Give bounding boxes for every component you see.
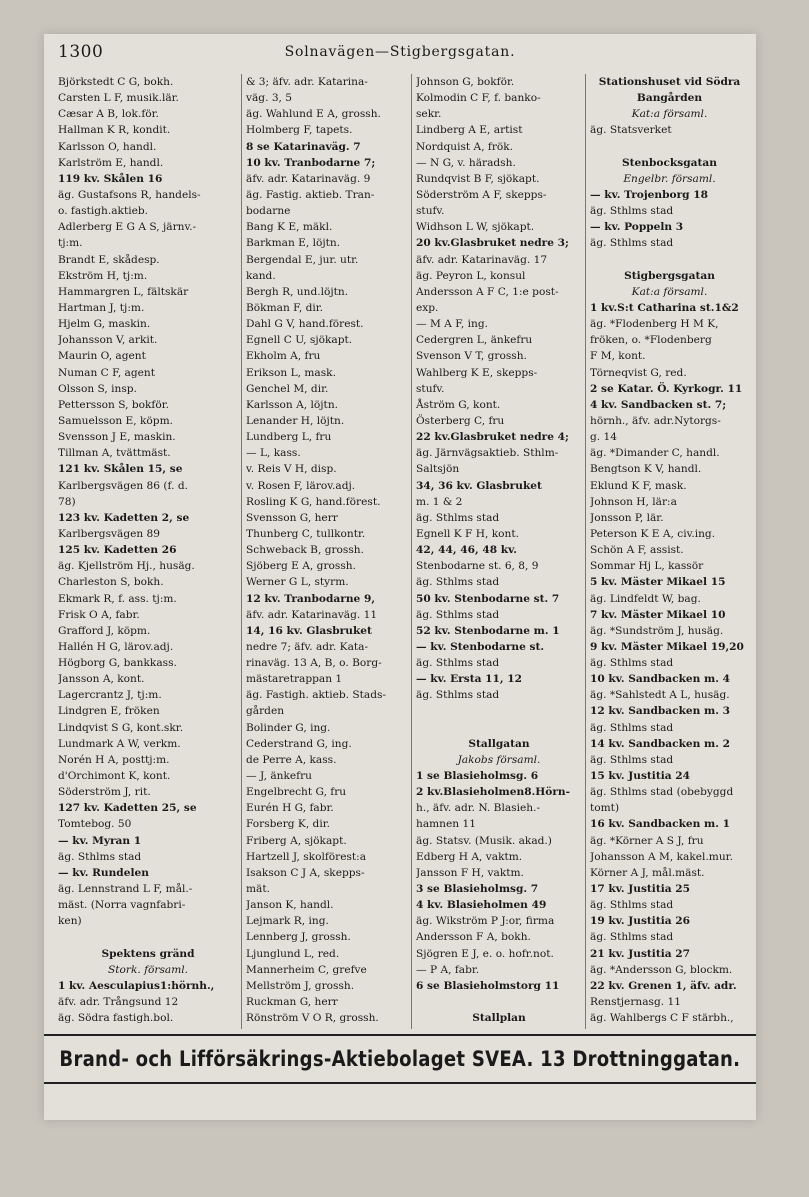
directory-line: — kv. Rundelen — [58, 866, 149, 879]
directory-line: & 3; äfv. adr. Katarina- — [246, 76, 368, 88]
directory-line: äg. Sthlms stad — [590, 931, 674, 944]
directory-line: Söderström J, rit. — [58, 786, 151, 799]
directory-line: Engelbrecht G, fru — [246, 786, 347, 799]
directory-line: äg. *Dimander C, handl. — [590, 447, 720, 460]
directory-line: — kv. Ersta 11, 12 — [416, 673, 523, 686]
directory-line: Tomtebog. 50 — [58, 818, 132, 831]
directory-line: gården — [246, 705, 285, 718]
directory-line: 123 kv. Kadetten 2, se — [58, 511, 190, 524]
directory-line: Lagercrantz J, tj:m. — [58, 689, 162, 702]
directory-line: äg. Sthlms stad — [416, 689, 500, 702]
directory-line — [416, 720, 582, 736]
directory-columns — [54, 74, 752, 1029]
directory-line: Carsten L F, musik.lär. — [58, 92, 179, 105]
directory-line: Österberg C, fru — [416, 414, 505, 427]
directory-line: Lundmark A W, verkm. — [58, 737, 181, 750]
directory-line: Andersson A F C, 1:e post- — [416, 285, 559, 298]
directory-line: Samuelsson E, köpm. — [58, 414, 174, 427]
directory-line: 7 kv. Mäster Mikael 10 — [590, 608, 726, 621]
directory-line: Egnell K F H, kont. — [416, 527, 519, 540]
directory-line: Hallén H G, lärov.adj. — [58, 640, 174, 653]
directory-line: 8 se Katarinaväg. 7 — [246, 140, 361, 153]
directory-line: Hartman J, tj:m. — [58, 301, 145, 314]
directory-line: 2 se Katar. Ö. Kyrkogr. 11 — [590, 382, 743, 395]
directory-line: Johnson G, bokför. — [416, 76, 515, 88]
directory-line: Sjöberg E A, grossh. — [246, 560, 356, 573]
directory-line: tj:m. — [58, 237, 83, 250]
directory-line: Johnson H, lär:a — [590, 495, 677, 508]
directory-line: Edberg H A, vaktm. — [416, 850, 523, 863]
directory-line: m. 1 & 2 — [416, 495, 463, 508]
directory-line: äg. Wahlbergs C F stärbh., — [590, 1012, 734, 1025]
directory-line: Bergendal E, jur. utr. — [246, 253, 359, 266]
directory-line: Björkstedt C G, bokh. — [58, 76, 174, 88]
directory-line: äg. Statsverket — [590, 124, 672, 137]
directory-line: äg. Sthlms stad — [590, 205, 674, 218]
directory-line: Karlsson A, löjtn. — [246, 398, 339, 411]
directory-line: äg. Statsv. (Musik. akad.) — [416, 834, 552, 847]
directory-line: 78) — [58, 495, 76, 508]
directory-line: h., äfv. adr. N. Blasieh.- — [416, 802, 541, 815]
directory-line: 12 kv. Sandbacken m. 3 — [590, 705, 731, 718]
directory-line: Söderström A F, skepps- — [416, 188, 547, 201]
directory-line: 10 kv. Tranbodarne 7; — [246, 156, 376, 169]
directory-line: nedre 7; äfv. adr. Kata- — [246, 640, 369, 653]
directory-line: Rundqvist B F, sjökapt. — [416, 172, 540, 185]
directory-line: äg. Sthlms stad (obebyggd — [590, 786, 734, 799]
directory-line: Stationshuset vid Södra — [598, 76, 741, 88]
directory-line: väg. 3, 5 — [246, 92, 293, 105]
directory-line: stufv. — [416, 382, 445, 395]
directory-line: 3 se Blasieholmsg. 7 — [416, 883, 539, 896]
directory-line — [416, 703, 582, 719]
directory-line: 17 kv. Justitia 25 — [590, 883, 691, 896]
directory-line: Karlström E, handl. — [58, 156, 164, 169]
directory-line: 34, 36 kv. Glasbruket — [416, 479, 542, 492]
directory-line: Cæsar A B, lok.för. — [58, 108, 159, 121]
directory-line: Peterson K E A, civ.ing. — [590, 527, 716, 540]
directory-line: äg. Sthlms stad — [416, 511, 500, 524]
directory-line: 127 kv. Kadetten 25, se — [58, 802, 197, 815]
directory-line: Högborg G, bankkass. — [58, 657, 177, 670]
directory-line: — L, kass. — [246, 447, 301, 460]
directory-line — [58, 1026, 238, 1029]
page-title: Solnavägen—Stigbergsgatan. — [284, 44, 516, 60]
directory-line: Stork. församl. — [107, 963, 189, 976]
page-number: 1300 — [58, 42, 104, 62]
directory-line: äg. Fastigh. aktieb. Stads- — [246, 689, 386, 702]
directory-line: 1 kv. Aesculapius1:hörnh., — [58, 979, 215, 992]
directory-line: Bang K E, mäkl. — [246, 221, 333, 234]
directory-line: — M A F, ing. — [416, 318, 488, 331]
directory-line: Johansson V, arkit. — [58, 334, 158, 347]
directory-line: Dahl G V, hand.förest. — [246, 318, 364, 331]
directory-line: äg. Sthlms stad — [590, 721, 674, 734]
directory-line: Brandt E, skådesp. — [58, 253, 160, 266]
directory-line: Mannerheim C, grefve — [246, 963, 367, 976]
directory-line: hörnh., äfv. adr.Nytorgs- — [590, 414, 721, 427]
directory-line: d'Orchimont K, kont. — [58, 770, 171, 783]
directory-line: 10 kv. Sandbacken m. 4 — [590, 673, 731, 686]
directory-line: mäst. (Norra vagnfabri- — [58, 899, 186, 912]
directory-line: äg. Gustafsons R, handels- — [58, 188, 201, 201]
directory-line: Hartzell J, skolförest:a — [246, 850, 367, 863]
directory-line: äg. *Sundström J, husäg. — [590, 624, 724, 637]
directory-line: Isakson C J A, skepps- — [246, 866, 365, 879]
directory-line: v. Reis V H, disp. — [246, 463, 337, 476]
directory-line: — kv. Myran 1 — [58, 834, 142, 847]
directory-line: Mellström J, grossh. — [246, 979, 355, 992]
directory-line: Bökman F, dir. — [246, 301, 324, 314]
directory-line: Jansson F H, vaktm. — [416, 866, 524, 879]
directory-line: Schweback B, grossh. — [246, 544, 364, 557]
directory-line: — J, änkefru — [246, 770, 312, 783]
directory-line: Egnell C U, sjökapt. — [246, 334, 353, 347]
directory-line: Spektens gränd — [101, 947, 195, 960]
directory-line: de Perre A, kass. — [246, 753, 337, 766]
directory-line: Svenson V T, grossh. — [416, 350, 527, 363]
directory-line: Engelbr. församl. — [623, 172, 716, 185]
directory-line: äg. Peyron L, konsul — [416, 269, 526, 282]
directory-line: 5 kv. Mäster Mikael 15 — [590, 576, 726, 589]
directory-line: Grafford J, köpm. — [58, 624, 151, 637]
directory-line: 14, 16 kv. Glasbruket — [246, 624, 372, 637]
column-2 — [241, 74, 411, 1029]
directory-line: 12 kv. Tranbodarne 9, — [246, 592, 376, 605]
directory-line: Stenbocksgatan — [622, 156, 717, 169]
directory-line: Erikson L, mask. — [246, 366, 336, 379]
directory-line: 14 kv. Sandbacken m. 2 — [590, 737, 731, 750]
directory-line: 22 kv.Glasbruket nedre 4; — [416, 431, 569, 444]
directory-line: Kolmodin C F, f. banko- — [416, 92, 541, 105]
directory-line — [590, 139, 749, 155]
directory-line: exp. — [416, 301, 439, 314]
directory-line: äg. *Körner A S J, fru — [590, 834, 704, 847]
directory-line: — kv. Trojenborg 18 — [590, 188, 709, 201]
directory-line: äg. Wikström P J:or, firma — [416, 915, 555, 928]
directory-line: Hjelm G, maskin. — [58, 318, 151, 331]
directory-line: 121 kv. Skålen 15, se — [58, 463, 183, 476]
directory-line: — N G, v. häradsh. — [416, 156, 516, 169]
page-header — [44, 34, 756, 60]
directory-line: äg. Sthlms stad — [416, 576, 500, 589]
directory-line: g. 14 — [590, 431, 617, 444]
column-3 — [411, 74, 585, 1029]
column-1 — [54, 74, 241, 1029]
directory-line: äg. Wahlund E A, grossh. — [246, 108, 381, 121]
directory-line: Janson K, handl. — [246, 899, 334, 912]
directory-line: fröken, o. *Flodenberg — [590, 334, 712, 347]
directory-line: Stenbodarne st. 6, 8, 9 — [416, 560, 539, 573]
directory-line: äg. Järnvägsaktieb. Sthlm- — [416, 447, 559, 460]
directory-line: Karlbergsvägen 86 (f. d. — [58, 479, 188, 492]
directory-line: 4 kv. Sandbacken st. 7; — [590, 398, 727, 411]
directory-line: — kv. Stenbodarne st. — [416, 640, 545, 653]
directory-line — [246, 1026, 408, 1029]
directory-line: o. fastigh.aktieb. — [58, 205, 149, 218]
directory-line: 125 kv. Kadetten 26 — [58, 544, 177, 557]
directory-line: Ekmark R, f. ass. tj:m. — [58, 592, 177, 605]
directory-line: Lindqvist S G, kont.skr. — [58, 721, 184, 734]
directory-line: Ruckman G, herr — [246, 996, 338, 1009]
directory-line: Åström G, kont. — [416, 398, 501, 411]
directory-line: kand. — [246, 269, 276, 282]
directory-line: 22 kv. Grenen 1, äfv. adr. — [590, 979, 737, 992]
directory-line: 119 kv. Skålen 16 — [58, 172, 163, 185]
directory-line: Charleston S, bokh. — [58, 576, 164, 589]
directory-line: äg. Södra fastigh.bol. — [58, 1012, 174, 1025]
directory-line: Bolinder G, ing. — [246, 721, 331, 734]
directory-line: Barkman E, löjtn. — [246, 237, 341, 250]
directory-line — [58, 929, 238, 945]
directory-line: Friberg A, sjökapt. — [246, 834, 347, 847]
directory-line: Saltsjön — [416, 463, 460, 476]
directory-line: Thunberg C, tullkontr. — [246, 527, 366, 540]
directory-line: Ekholm A, fru — [246, 350, 321, 363]
directory-line: Hammargren L, fältskär — [58, 285, 189, 298]
directory-line: Lenander H, löjtn. — [246, 414, 345, 427]
directory-line: Kat:a församl. — [631, 285, 708, 298]
directory-line: mät. — [246, 883, 270, 896]
directory-line: Ljunglund L, red. — [246, 947, 340, 960]
directory-line: Widhson L W, sjökapt. — [416, 221, 535, 234]
directory-line: 20 kv.Glasbruket nedre 3; — [416, 237, 569, 250]
advertisement-footer — [44, 1034, 756, 1084]
directory-line: Stallplan — [472, 1012, 526, 1025]
directory-line: äg. Lindfeldt W, bag. — [590, 592, 701, 605]
directory-line: Maurin O, agent — [58, 350, 146, 363]
directory-line: v. Rosen F, lärov.adj. — [246, 479, 356, 492]
directory-line: 16 kv. Sandbacken m. 1 — [590, 818, 731, 831]
directory-line: Tillman A, tvättmäst. — [58, 447, 171, 460]
directory-line: ken) — [58, 915, 82, 928]
directory-line: äfv. adr. Katarinaväg. 9 — [246, 172, 371, 185]
directory-line: Jonsson P, lär. — [590, 511, 664, 524]
directory-line: Schön A F, assist. — [590, 544, 684, 557]
directory-line: rinaväg. 13 A, B, o. Borg- — [246, 657, 382, 670]
directory-line: Karlbergsvägen 89 — [58, 527, 161, 540]
directory-line: Renstjernasg. 11 — [590, 996, 681, 1009]
directory-line: Bergh R, und.löjtn. — [246, 285, 349, 298]
directory-line: Eurén H G, fabr. — [246, 802, 334, 815]
directory-line: äg. Sthlms stad — [590, 899, 674, 912]
directory-line: äg. *Flodenberg H M K, — [590, 318, 719, 331]
directory-line: äg. Lennstrand L F, mål.- — [58, 883, 193, 896]
directory-line: Holmberg F, tapets. — [246, 124, 353, 137]
directory-line: 6 se Blasieholmstorg 11 — [416, 979, 560, 992]
directory-line: Lejmark R, ing. — [246, 915, 329, 928]
directory-line: Jakobs församl. — [457, 753, 541, 766]
directory-line: 2 kv.Blasieholmen8.Hörn- — [416, 786, 571, 799]
directory-line: äfv. adr. Katarinaväg. 17 — [416, 253, 548, 266]
directory-page — [44, 34, 756, 1120]
directory-line: äg. Kjellström Hj., husäg. — [58, 560, 195, 573]
directory-line: Cederstrand G, ing. — [246, 737, 352, 750]
directory-line: Olsson S, insp. — [58, 382, 137, 395]
directory-line: äg. Sthlms stad — [416, 657, 500, 670]
column-4 — [585, 74, 752, 1029]
directory-line — [590, 1026, 749, 1029]
directory-line — [416, 1026, 582, 1029]
directory-line: Lundberg L, fru — [246, 431, 332, 444]
directory-line: 50 kv. Stenbodarne st. 7 — [416, 592, 560, 605]
directory-line: 9 kv. Mäster Mikael 19,20 — [590, 640, 744, 653]
directory-line: tomt) — [590, 802, 620, 815]
directory-line: äg. Sthlms stad — [416, 608, 500, 621]
directory-line: Adlerberg E G A S, järnv.- — [58, 221, 197, 234]
directory-line: Hallman K R, kondit. — [58, 124, 171, 137]
directory-line: Bangården — [636, 92, 703, 105]
directory-line: Lindgren E, fröken — [58, 705, 160, 718]
directory-line: 15 kv. Justitia 24 — [590, 770, 691, 783]
directory-line: Stallgatan — [468, 737, 530, 750]
directory-line: 1 se Blasieholmsg. 6 — [416, 770, 539, 783]
directory-line: Körner A J, mål.mäst. — [590, 866, 705, 879]
directory-line: Nordquist A, frök. — [416, 140, 514, 153]
directory-line: 4 kv. Blasieholmen 49 — [416, 899, 547, 912]
directory-line: 42, 44, 46, 48 kv. — [416, 544, 517, 557]
directory-line: Törneqvist G, red. — [590, 366, 687, 379]
directory-line: Lennberg J, grossh. — [246, 931, 351, 944]
directory-line: äg. Sthlms stad — [590, 753, 674, 766]
directory-line: äg. Sthlms stad — [58, 850, 142, 863]
directory-line: äg. Sthlms stad — [590, 657, 674, 670]
directory-line: — P A, fabr. — [416, 963, 480, 976]
directory-line: sekr. — [416, 108, 442, 121]
directory-line: Rosling K G, hand.förest. — [246, 495, 381, 508]
directory-line: Sjögren E J, e. o. hofr.not. — [416, 947, 554, 960]
directory-line: Pettersson S, bokför. — [58, 398, 169, 411]
directory-line: äg. *Sahlstedt A L, husäg. — [590, 689, 730, 702]
directory-line: Genchel M, dir. — [246, 382, 329, 395]
directory-line: bodarne — [246, 205, 291, 218]
directory-line: Bengtson K V, handl. — [590, 463, 702, 476]
directory-line: Werner G L, styrm. — [246, 576, 349, 589]
directory-line: Karlsson O, handl. — [58, 140, 157, 153]
directory-line: äfv. adr. Katarinaväg. 11 — [246, 608, 378, 621]
directory-line: Johansson A M, kakel.mur. — [590, 850, 733, 863]
advertisement-text: Brand- och Lifförsäkrings-Aktiebolaget SVEA. 13 Drottninggatan. — [59, 1047, 741, 1071]
directory-line: äg. Sthlms stad — [590, 237, 674, 250]
directory-line: Andersson F A, bokh. — [416, 931, 531, 944]
directory-line: 21 kv. Justitia 27 — [590, 947, 691, 960]
directory-line: Lindberg A E, artist — [416, 124, 523, 137]
directory-line: Cedergren L, änkefru — [416, 334, 533, 347]
directory-line: äfv. adr. Trångsund 12 — [58, 996, 179, 1009]
directory-line: 19 kv. Justitia 26 — [590, 915, 691, 928]
directory-line: Wahlberg K E, skepps- — [416, 366, 538, 379]
directory-line: stufv. — [416, 205, 445, 218]
directory-line: Frisk O A, fabr. — [58, 608, 140, 621]
directory-line: Sommar Hj L, kassör — [590, 560, 704, 573]
directory-line: Svensson J E, maskin. — [58, 431, 176, 444]
directory-line: Ekström H, tj:m. — [58, 269, 148, 282]
directory-line: Jansson A, kont. — [58, 673, 145, 686]
directory-line: Stigbergsgatan — [624, 269, 715, 282]
directory-line: — kv. Poppeln 3 — [590, 221, 684, 234]
directory-line: 1 kv.S:t Catharina st.1&2 — [590, 301, 739, 314]
directory-line: Rönström V O R, grossh. — [246, 1012, 379, 1025]
directory-line: Eklund K F, mask. — [590, 479, 687, 492]
directory-line: äg. *Andersson G, blockm. — [590, 963, 733, 976]
directory-line: 52 kv. Stenbodarne m. 1 — [416, 624, 560, 637]
directory-line: mästaretrappan 1 — [246, 673, 343, 686]
directory-line — [416, 994, 582, 1010]
directory-line: äg. Fastig. aktieb. Tran- — [246, 188, 375, 201]
directory-line: hamnen 11 — [416, 818, 476, 831]
directory-line: Forsberg K, dir. — [246, 818, 330, 831]
directory-line: Kat:a församl. — [631, 108, 708, 121]
directory-line: Norén H A, posttj:m. — [58, 753, 170, 766]
directory-line: Numan C F, agent — [58, 366, 155, 379]
directory-line: F M, kont. — [590, 350, 646, 363]
directory-line: Svensson G, herr — [246, 511, 338, 524]
directory-line — [590, 252, 749, 268]
